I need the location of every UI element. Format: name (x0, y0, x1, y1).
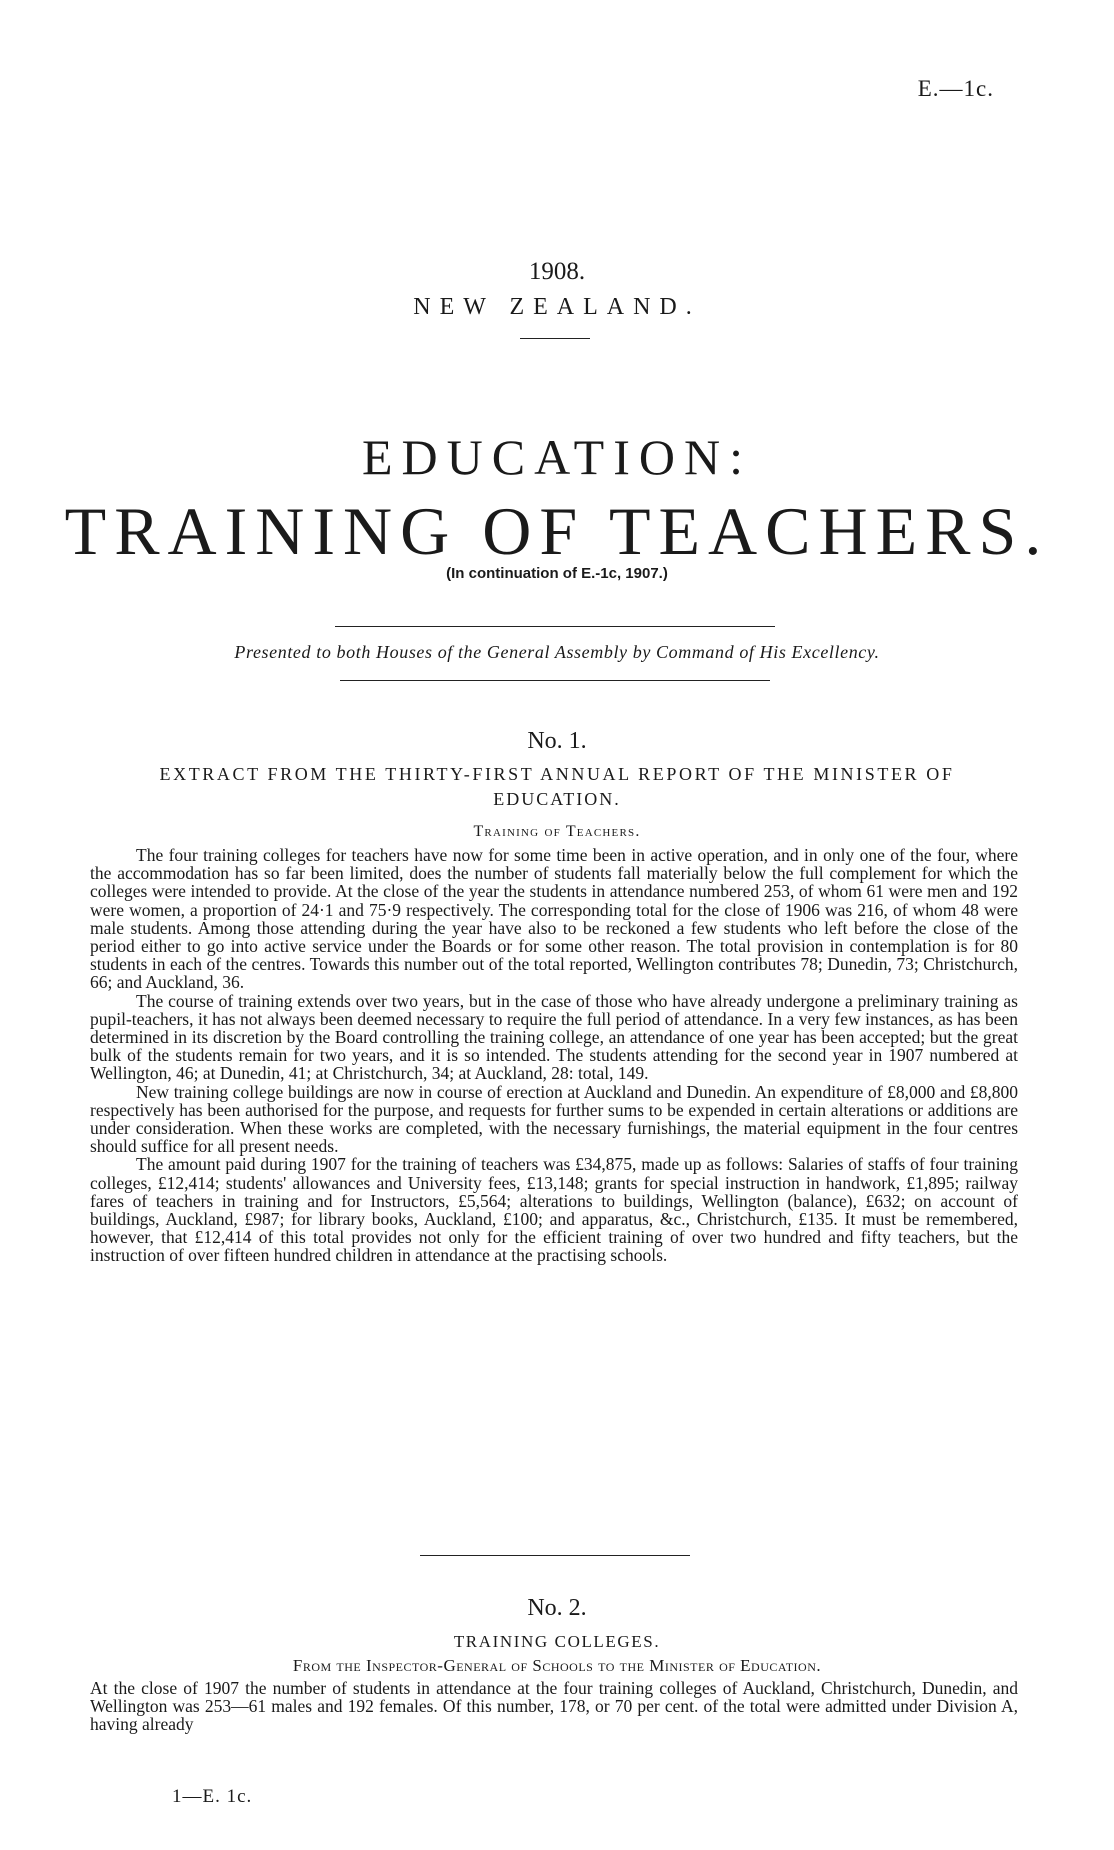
section-subheading: From the Inspector-General of Schools to the Minister of Education. (292, 1656, 822, 1675)
body-paragraph: New training college buildings are now in course of erection at Auckland and Dunedin. An expenditure of £8,000 and £8,800 respectively has been authorised for the purpose, and requests for further sums to be expended in certain alterations or additions are under consideration. When these works are completed, with the necessary furnishings, the material equipment in the four centres should suffice for all present needs. (90, 1081, 1018, 1157)
section-number: No. 1. (527, 728, 587, 754)
section-number: No. 2. (527, 1595, 587, 1621)
page-signature: 1—E. 1c. (172, 1786, 253, 1807)
title-line-2: TRAINING OF TEACHERS. (64, 493, 1050, 569)
body-paragraph: The four training colleges for teachers have now for some time been in active operation, and in only one of the four, where the accommodation has so far been limited, does the number of students fall materially below the full complement for which the colleges were intended to provide. At the close of the year the students in attendance numbered 253, of whom 61 were men and 192 were women, a proportion of 24·1 and 75·9 respectively. The corresponding total for the close of 1906 was 216, of whom 48 were male students. Among those attending during the year have also to be reckoned a few students who left before the close of the period either to go into active service under the Boards or for some other reason. The total provision in contemplation is for 80 students in each of the centres. Towards this number out of the total reported, Wellington contributes 78; Dunedin, 73; Christchurch, 66; and Auckland, 36. (90, 845, 1018, 993)
section-heading: TRAINING COLLEGES. (453, 1632, 661, 1651)
country-name: NEW ZEALAND. (413, 294, 701, 320)
document-year: 1908. (528, 258, 586, 285)
continuation-note: (In continuation of E.-1c, 1907.) (446, 565, 668, 582)
body-paragraph: At the close of 1907 the number of students in attendance at the four training colleges of Auckland, Christchurch, Dunedin, and Wellington was 253—61 males and 192 females. Of this number, 178, or 70 per cent. of the total were admitted under Division A, having already (90, 1678, 1018, 1735)
document-reference: E.—1c. (917, 76, 994, 101)
presented-line: Presented to both Houses of the General Assembly by Command of His Excellency. (234, 642, 880, 662)
section-body (90, 846, 1018, 1265)
divider (340, 680, 770, 681)
section-body (90, 1679, 1018, 1734)
divider (520, 338, 590, 339)
divider (420, 1555, 690, 1556)
section-heading: EXTRACT FROM THE THIRTY-FIRST ANNUAL REPORT OF THE MINISTER OF (159, 764, 955, 784)
divider (335, 626, 775, 627)
title-line-1: EDUCATION: (362, 429, 752, 485)
section-heading: EDUCATION. (493, 789, 621, 809)
body-paragraph: The course of training extends over two years, but in the case of those who have already undergone a preliminary training as pupil-teachers, it has not always been deemed necessary to require the full period of attendance. In a very few instances, as has been determined in its discretion by the Board controlling the training college, an attendance of one year has been accepted; but the great bulk of the students remain for two years, and it is so intended. The students attending for the second year in 1907 numbered at Wellington, 46; at Dunedin, 41; at Christchurch, 34; at Auckland, 28: total, 149. (90, 990, 1018, 1084)
section-subheading: Training of Teachers. (473, 823, 641, 840)
body-paragraph: The amount paid during 1907 for the training of teachers was £34,875, made up as follows: Salaries of staffs of four training colleges, £12,414; students' allowances and University fees, £13,148; grants for special instruction in handwork, £1,895; railway fares of teachers in training and for Instructors, £5,564; alterations to buildings, Wellington (balance), £632; on account of buildings, Auckland, £987; for library books, Auckland, £100; and apparatus, &c., Christchurch, £135. It must be remembered, however, that £12,414 of this total provides not only for the efficient training of over two hundred and fifty teachers, but the instruction of over fifteen hundred children in attendance at the practising schools. (90, 1154, 1018, 1266)
